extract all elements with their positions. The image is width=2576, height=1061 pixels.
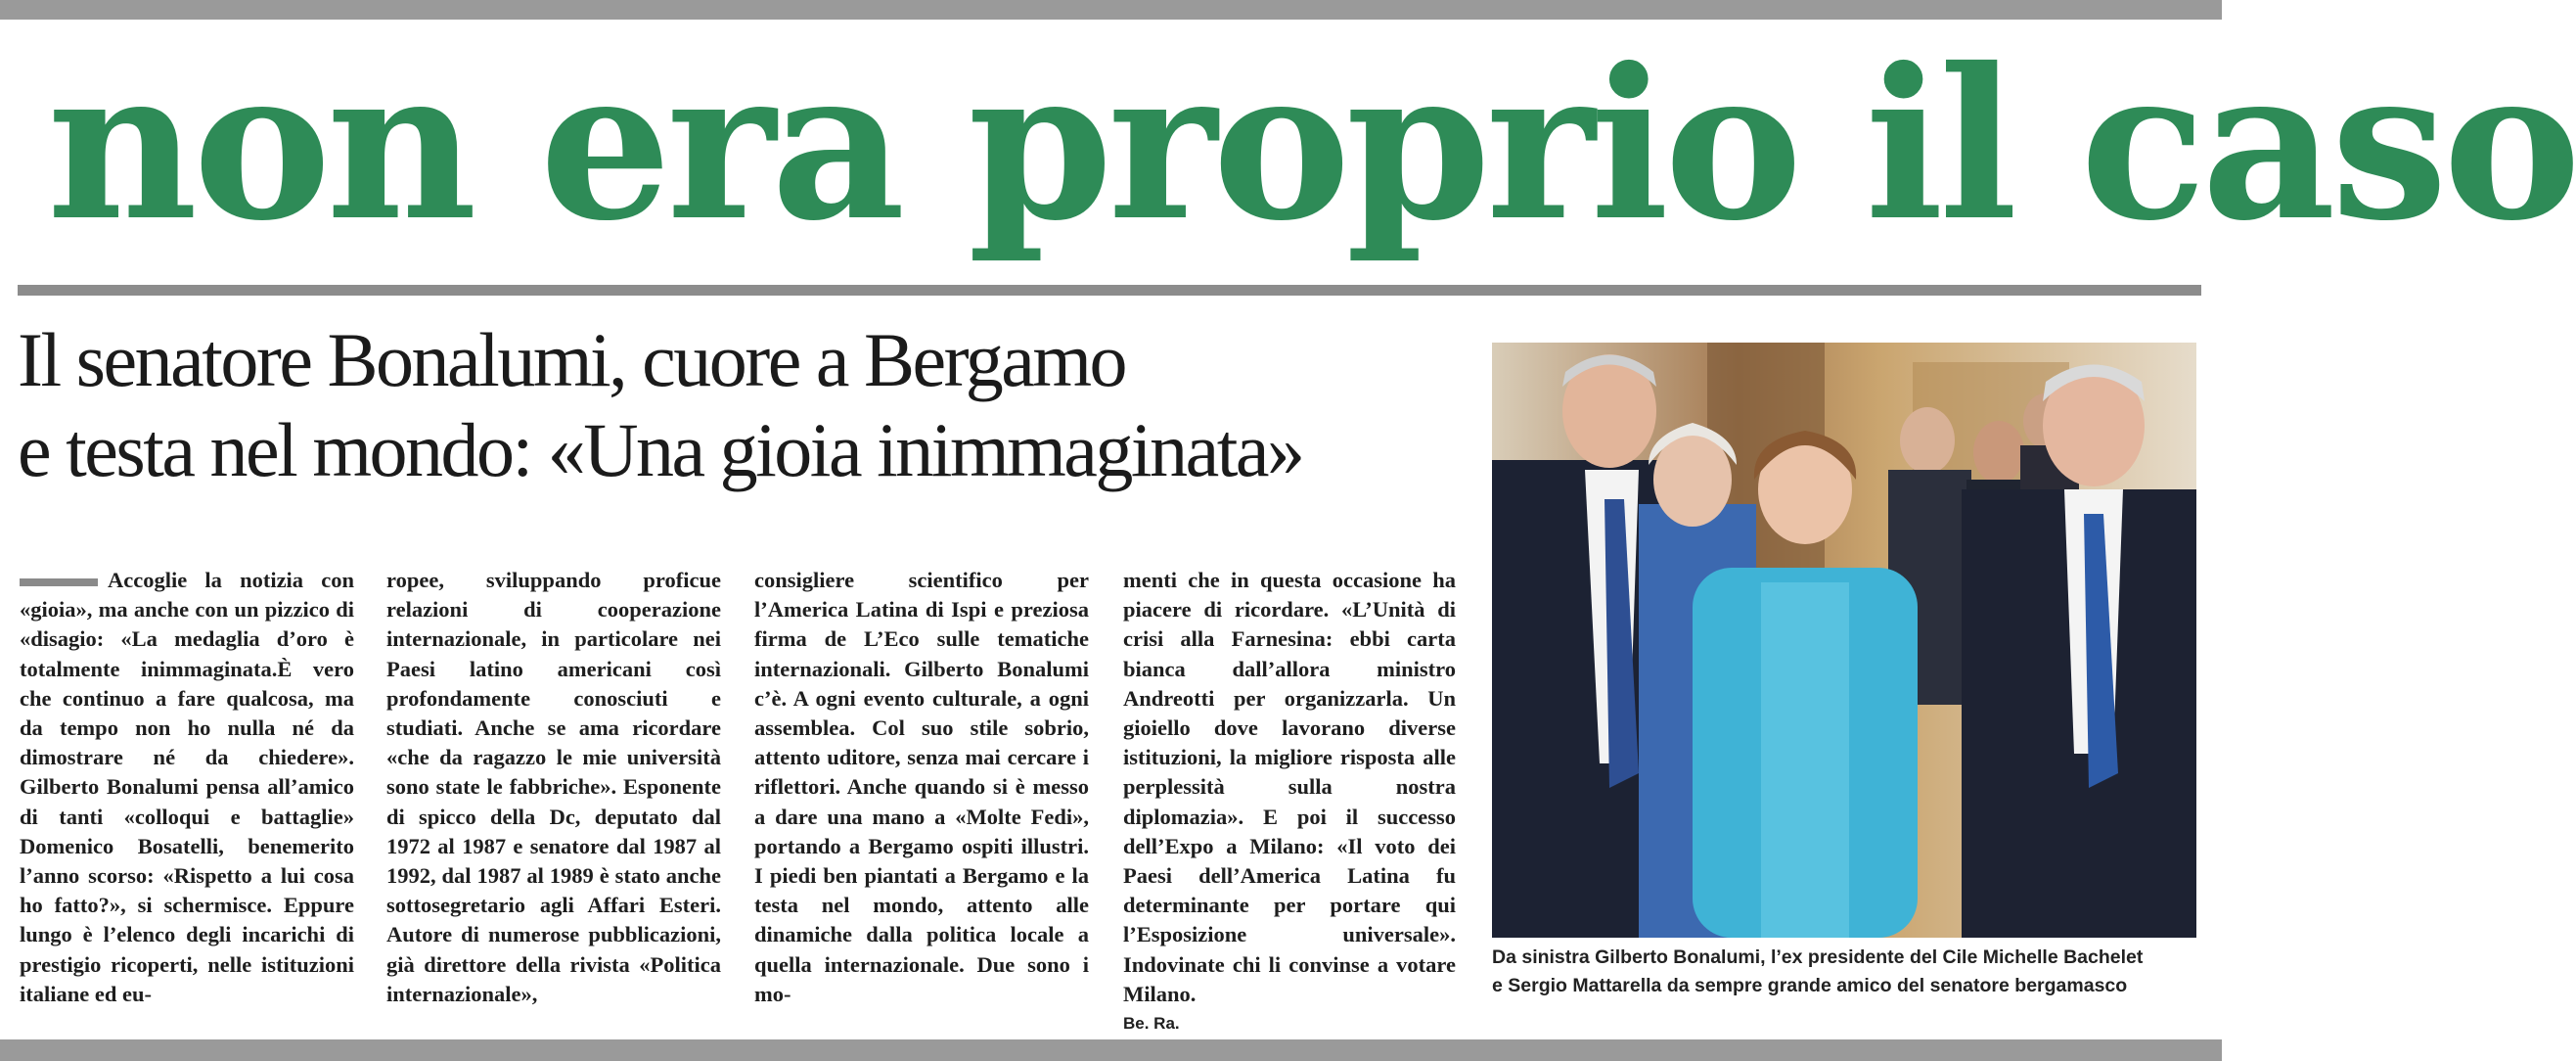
article-column-4 [1123,566,1456,1034]
caption-line-2: e Sergio Mattarella da sempre grande amico del senatore bergamasco [1492,975,2128,996]
article-column-3 [754,566,1089,1006]
article-column-2 [386,566,721,1006]
bottom-rule [0,1039,2222,1061]
headline-line-2: e testa nel mondo: «Una gioia inimmaginata» [18,407,1303,492]
author-byline: Be. Ra. [1123,1014,1180,1034]
column-1-text: Accoglie la notizia con «gioia», ma anche con un pizzico di «disagio: «La medaglia d’oro è totalmente inimmaginata.È vero che continuo a fare qualcosa, ma da tempo non ho nulla né da dimostrare né da chiedere». Gilberto Bonalumi pensa all’amico di tanti «colloqui e battaglie» Domenico Bosatelli, benemerito l’anno scorso: «Rispetto a lui cosa ho fatto?», si schermisce. Eppure lungo è l’elenco degli incarichi di prestigio ricoperti, nelle istituzioni italiane ed eu- [20,568,354,1006]
article-headline [18,315,1475,495]
caption-line-1: Da sinistra Gilberto Bonalumi, l’ex presidente del Cile Michelle Bachelet [1492,946,2144,968]
section-divider [18,285,2201,296]
article-photo [1492,343,2196,938]
headline-line-1: Il senatore Bonalumi, cuore a Bergamo [18,317,1126,402]
lead-marker-bar [20,578,98,586]
column-3-text: consigliere scientifico per l’America Latina di Ispi e preziosa firma de L’Eco sulle tematiche internazionali. Gilberto Bonalumi c’è. A ogni evento culturale, a ogni assemblea. Col suo stile sobrio, attento uditore, senza mai cercare i riflettori. Anche quando si è messo a dare una mano a «Molte Fedi», portando a Bergamo ospiti illustri. I piedi ben piantati a Bergamo e la testa nel mondo, attento alle dinamiche dalla politica locale a quella internazionale. Due sono i mo- [754,568,1089,1006]
group-photo-illustration [1492,343,2196,938]
column-4-text: menti che in questa occasione ha piacere di ricordare. «L’Unità di crisi alla Farnesina: ebbi carta bianca dall’allora ministro Andreotti per organizzarla. Un gioiello dove lavorano diverse istituzioni, la migliore risposta alle perplessità sulla nostra diplomazia». E poi il successo dell’Expo a Milano: «Il voto dei Paesi dell’America Latina fu determinante per portare qui l’Esposizione universale». Indovinate chi li convinse a votare Milano. [1123,568,1456,1006]
article-column-1 [20,566,354,1006]
photo-caption [1492,944,2206,1000]
kicker-headline: non era proprio il caso [47,23,2576,266]
column-2-text: ropee, sviluppando proficue relazioni di cooperazione internazionale, in particolare nei Paesi latino americani così profondamente conosciuti e studiati. Anche se ama ricordare «che da ragazzo le mie università sono state le fabbriche». Esponente di spicco della Dc, deputato dal 1972 al 1987 e senatore dal 1987 al 1992, dal 1987 al 1989 è stato anche sottosegretario agli Affari Esteri. Autore di numerose pubblicazioni, già direttore della rivista «Politica internazionale», [386,568,721,1006]
